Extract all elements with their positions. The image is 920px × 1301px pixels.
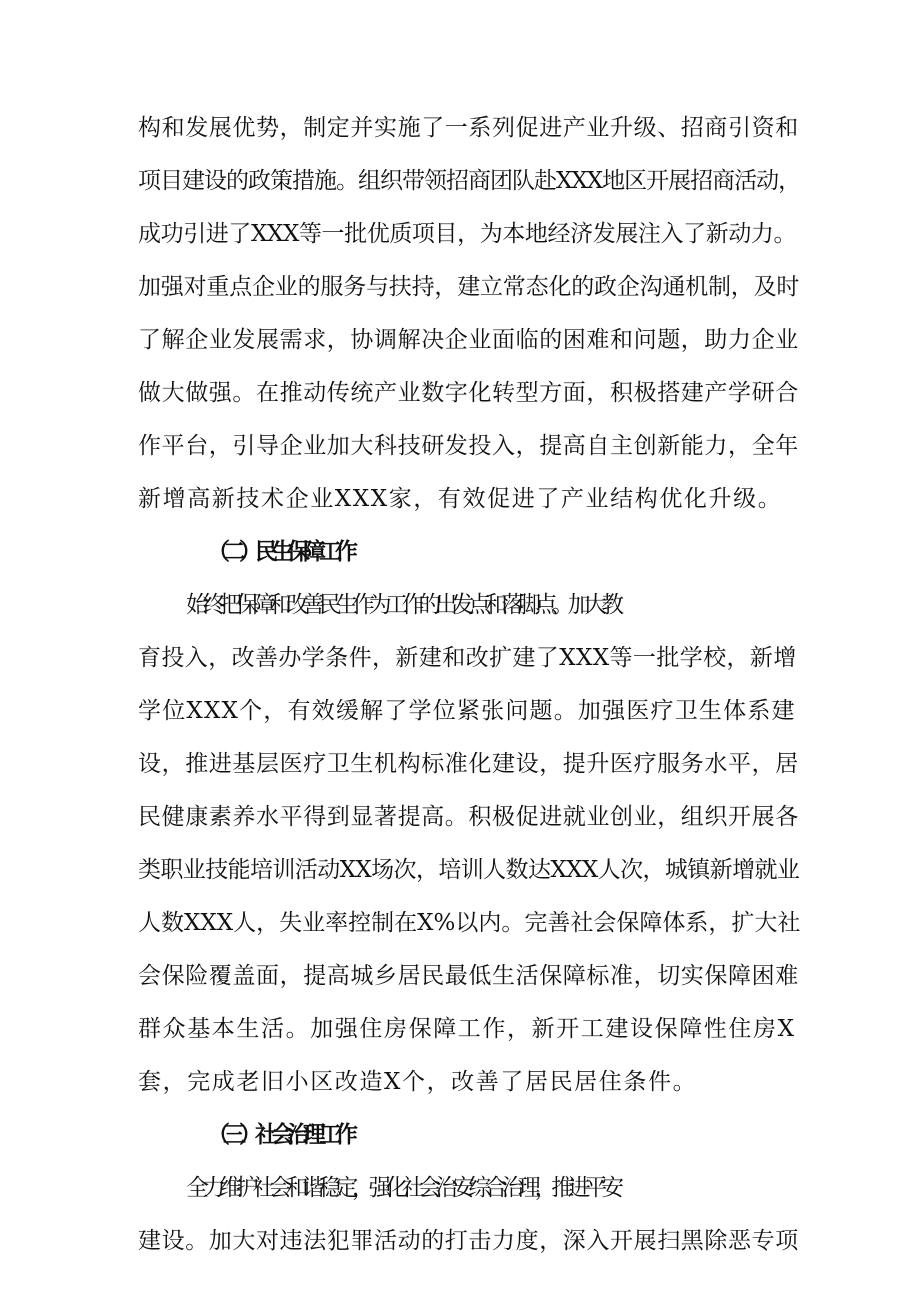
- paragraph-line: 类职业技能培训活动XX场次，培训人数达XXX人次，城镇新增就业: [138, 857, 800, 883]
- paragraph-line: 设，推进基层医疗卫生机构标准化建设，提升医疗服务水平，居: [138, 751, 799, 777]
- paragraph-line: 构和发展优势，制定并实施了一系列促进产业升级、招商引资和: [138, 115, 799, 141]
- section-heading: （三）社会治理工作: [207, 1122, 351, 1148]
- paragraph-line: 套，完成老旧小区改造X个，改善了居民居住条件。: [138, 1069, 698, 1095]
- paragraph-line: 人数XXX人，失业率控制在X%以内。完善社会保障体系，扩大社: [138, 910, 801, 936]
- paragraph-line: 育投入，改善办学条件，新建和改扩建了XXX等一批学校，新增: [138, 645, 797, 671]
- paragraph-line: 新增高新技术企业XXX家，有效促进了产业结构优化升级。: [138, 486, 783, 512]
- paragraph-line: 全力维护社会和谐稳定，强化社会治安综合治理，推进平安: [186, 1175, 618, 1201]
- paragraph-line: 群众基本生活。加强住房保障工作，新开工建设保障性住房X: [138, 1016, 796, 1042]
- paragraph-line: 建设。加大对违法犯罪活动的打击力度，深入开展扫黑除恶专项: [138, 1228, 799, 1254]
- paragraph-line: 加强对重点企业的服务与扶持，建立常态化的政企沟通机制，及时: [138, 274, 800, 300]
- paragraph-line: 会保险覆盖面，提高城乡居民最低生活保障标准，切实保障困难: [138, 963, 799, 989]
- paragraph-line: 始终把保障和改善民生作为工作的出发点和落脚点。加大教: [186, 592, 618, 618]
- paragraph-line: 做大做强。在推动传统产业数字化转型方面，积极搭建产学研合: [138, 380, 799, 406]
- paragraph-line: 成功引进了XXX等一批优质项目，为本地经济发展注入了新动力。: [138, 221, 797, 247]
- paragraph-line: 了解企业发展需求，协调解决企业面临的困难和问题，助力企业: [138, 327, 799, 353]
- paragraph-line: 作平台，引导企业加大科技研发投入，提高自主创新能力，全年: [138, 433, 799, 459]
- paragraph-line: 项目建设的政策措施。组织带领招商团队赴XXX地区开展招商活动，: [138, 168, 801, 194]
- paragraph-line: 学位XXX个，有效缓解了学位紧张问题。加强医疗卫生体系建: [138, 698, 796, 724]
- section-heading: （二）民生保障工作: [207, 539, 351, 565]
- paragraph-line: 民健康素养水平得到显著提高。积极促进就业创业，组织开展各: [138, 804, 799, 830]
